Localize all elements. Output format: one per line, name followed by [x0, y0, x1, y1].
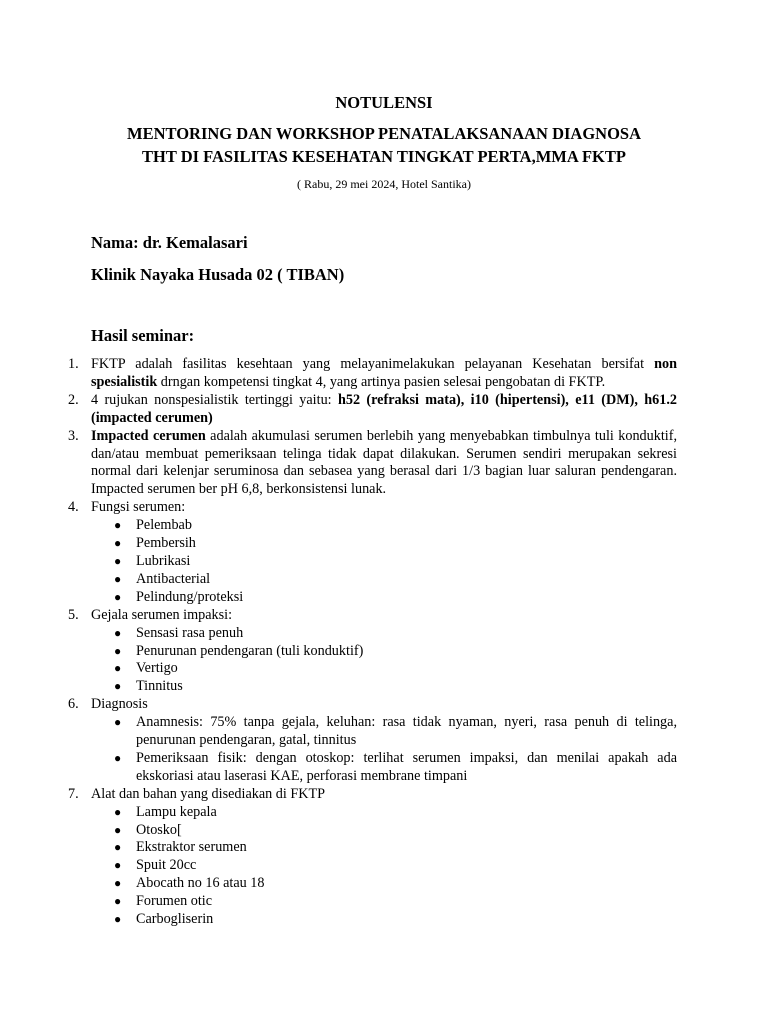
list-item [0, 696, 768, 714]
bullet-dot-icon: ● [114, 536, 122, 551]
bullet-text: Ekstraktor serumen [136, 839, 247, 856]
bullet-dot-icon: ● [114, 553, 122, 568]
bullet-text: Pelindung/proteksi [136, 588, 244, 605]
list-item-text [91, 696, 677, 714]
text-run: Alat dan bahan yang disediakan di FKTP [91, 785, 326, 802]
bullet-dot-icon: ● [114, 643, 122, 658]
bullet-text: Sensasi rasa penuh [136, 624, 244, 641]
document-subject-line-2: THT DI FASILITAS KESEHATAN TINGKAT PERTA,MMA FKTP [142, 147, 626, 166]
bullet-text: Abocath no 16 atau 18 [136, 875, 265, 892]
participant-clinic: Klinik Nayaka Husada 02 ( TIBAN) [91, 265, 345, 284]
section-heading: Hasil seminar: [91, 326, 195, 345]
document-subject-line-1: MENTORING DAN WORKSHOP PENATALAKSANAAN DIAGNOSA [127, 124, 641, 143]
bullet-text: Anamnesis: 75% tanpa gejala, keluhan: rasa tidak nyaman, nyeri, rasa penuh di telinga, penurunan pendengaran, gatal, tinnitus [136, 714, 677, 749]
bold-text: non spesialistik [91, 356, 677, 390]
bullet-list [0, 714, 768, 786]
list-item [0, 607, 768, 625]
bullet-list [0, 804, 768, 929]
bullet-dot-icon: ● [114, 750, 122, 765]
text-run: 4 rujukan nonspesialistik tertinggi yaitu: [91, 391, 338, 408]
bullet-text: Lubrikasi [136, 552, 191, 569]
text-run: FKTP adalah fasilitas kesehtaan yang melayanimelakukan pelayanan Kesehatan bersifat [91, 356, 655, 372]
bullet-text: Tinnitus [136, 678, 183, 695]
bullet-dot-icon: ● [114, 804, 122, 819]
bullet-text: Antibacterial [136, 570, 211, 587]
list-item-number: 4. [68, 499, 79, 516]
list-item-text [91, 607, 677, 625]
bullet-dot-icon: ● [114, 518, 122, 533]
bullet-item [0, 822, 768, 840]
list-item-number: 5. [68, 606, 79, 623]
bullet-text: Lampu kepala [136, 803, 217, 820]
bullet-item [0, 553, 768, 571]
bullet-item [0, 893, 768, 911]
text-run: Gejala serumen impaksi: [91, 606, 233, 623]
bullet-text: Spuit 20cc [136, 857, 197, 874]
bullet-text: Pemeriksaan fisik: dengan otoskop: terlihat serumen impaksi, dan menilai apakah ada ekskoriasi atau laserasi KAE, perforasi membrane timpani [136, 749, 677, 784]
bullet-dot-icon: ● [114, 876, 122, 891]
bullet-dot-icon: ● [114, 715, 122, 730]
bullet-dot-icon: ● [114, 858, 122, 873]
bullet-item [0, 911, 768, 929]
bullet-item [0, 839, 768, 857]
list-item-number: 1. [68, 356, 79, 372]
bullet-dot-icon: ● [114, 822, 122, 837]
bullet-dot-icon: ● [114, 840, 122, 855]
text-run: Fungsi serumen: [91, 499, 186, 516]
bullet-item [0, 714, 768, 750]
bullet-item [0, 517, 768, 535]
bullet-item [0, 589, 768, 607]
list-item-number: 7. [68, 785, 79, 802]
text-run: drngan kompetensi tingkat 4, yang artinya pasien selesai pengobatan di FKTP. [157, 373, 606, 390]
list-item-number: 3. [68, 427, 79, 444]
bullet-dot-icon: ● [114, 571, 122, 586]
bullet-text: Carbogliserin [136, 911, 214, 928]
bullet-item [0, 875, 768, 893]
bullet-list [0, 625, 768, 697]
list-item-number: 6. [68, 696, 79, 713]
list-item-text [91, 428, 677, 500]
bullet-text: Forumen otic [136, 893, 213, 910]
bullet-item [0, 857, 768, 875]
bullet-dot-icon: ● [114, 679, 122, 694]
bold-text: Impacted cerumen [91, 427, 206, 444]
bullet-item [0, 804, 768, 822]
list-item-text [91, 499, 677, 517]
bullet-item [0, 660, 768, 678]
event-date-location: ( Rabu, 29 mei 2024, Hotel Santika) [297, 177, 471, 191]
bullet-dot-icon: ● [114, 625, 122, 640]
seminar-results-list [0, 356, 768, 929]
bullet-text: Pembersih [136, 535, 196, 552]
list-item [0, 499, 768, 517]
bullet-text: Pelembab [136, 517, 192, 534]
bullet-item [0, 571, 768, 589]
bullet-list [0, 517, 768, 607]
bullet-item [0, 678, 768, 696]
bullet-dot-icon: ● [114, 912, 122, 927]
bullet-dot-icon: ● [114, 661, 122, 676]
bullet-text: Penurunan pendengaran (tuli konduktif) [136, 642, 364, 659]
list-item-number: 2. [68, 391, 79, 408]
list-item [0, 786, 768, 804]
list-item-text [91, 356, 677, 392]
bullet-dot-icon: ● [114, 894, 122, 909]
list-item-text [91, 392, 677, 428]
list-item-text [91, 786, 677, 804]
list-item [0, 392, 768, 428]
text-run: adalah akumulasi serumen berlebih yang menyebabkan timbulnya tuli konduktif, dan/atau membuat pemeriksaan telinga tidak dapat dilakukan. Serumen sendiri merupakan sekresi normal dari kelenjar seruminosa dan sebasea yang berasal dari 1/3 bagian luar saluran pendengaran. Impacted serumen ber pH 6,8, berkonsistensi lunak. [91, 427, 677, 498]
text-run: Diagnosis [91, 696, 148, 713]
bullet-text: Otosko[ [136, 821, 182, 838]
bullet-dot-icon: ● [114, 589, 122, 604]
bullet-item [0, 750, 768, 786]
bullet-item [0, 643, 768, 661]
list-item [0, 428, 768, 500]
document-title: NOTULENSI [335, 93, 433, 112]
bold-text: h52 (refraksi mata), i10 (hipertensi), e11 (DM), h61.2 (impacted cerumen) [91, 391, 677, 426]
list-item [0, 356, 768, 392]
bullet-item [0, 625, 768, 643]
bullet-text: Vertigo [136, 660, 178, 677]
bullet-item [0, 535, 768, 553]
participant-name: Nama: dr. Kemalasari [91, 233, 248, 252]
